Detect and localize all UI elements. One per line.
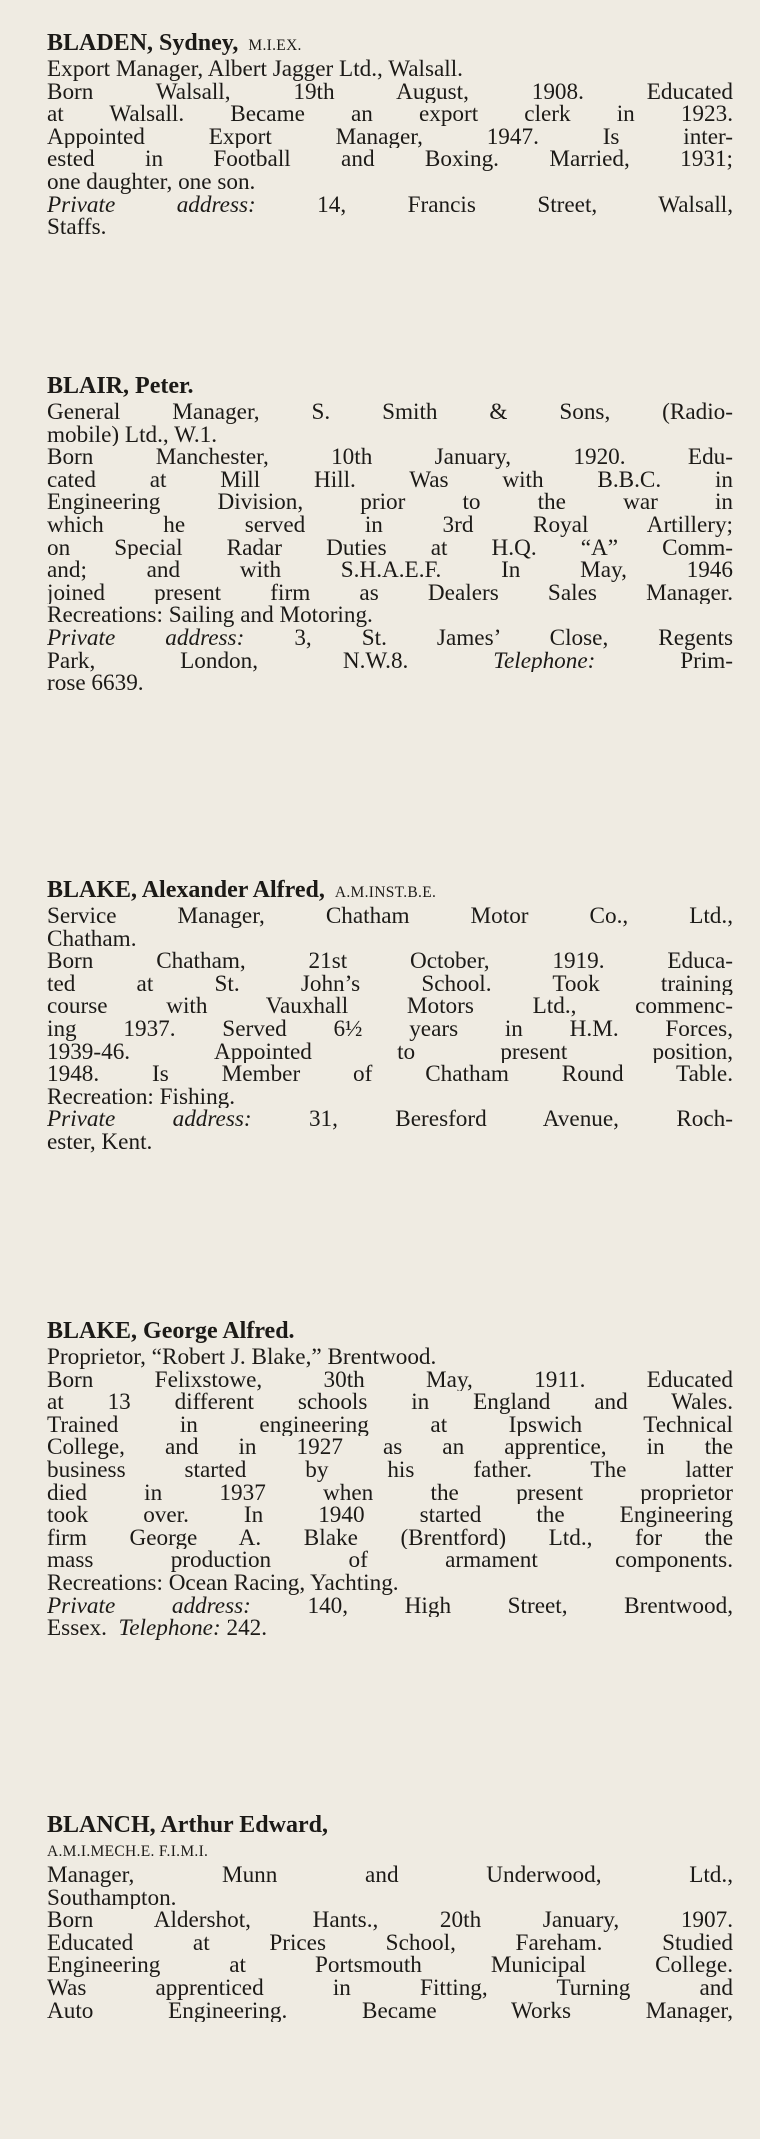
bio-line: business started by his father. The latter xyxy=(47,1458,733,1482)
bio-line: at 13 different schools in England and Wales. xyxy=(47,1391,733,1414)
telephone-text: Prim- xyxy=(595,649,733,673)
entry-heading xyxy=(47,875,733,905)
surname: BLAKE, xyxy=(47,877,138,903)
bio-line: one daughter, one son. xyxy=(47,170,256,194)
bio-line: Born Felixstowe, 30th May, 1911. Educated xyxy=(47,1368,733,1392)
entry-blake-alexander xyxy=(47,875,733,1154)
bio-line: Born Chatham, 21st October, 1919. Educa- xyxy=(47,950,733,973)
given-names: Alexander Alfred, xyxy=(141,877,325,903)
bio-line: 1939-46. Appointed to present position, xyxy=(47,1040,733,1064)
bio-line: Auto Engineering. Became Works Manager, xyxy=(47,1999,733,2023)
bio-line: course with Vauxhall Motors Ltd., commenc- xyxy=(47,995,733,1018)
bio-line: Recreations: Sailing and Motoring. xyxy=(47,604,373,627)
entry-blair xyxy=(47,371,733,695)
position-line: Proprietor, “Robert J. Blake,” Brentwood. xyxy=(47,1346,437,1369)
bio-line: Born Aldershot, Hants., 20th January, 1907. xyxy=(47,1909,733,1932)
bio-line: Appointed Export Manager, 1947. Is inter- xyxy=(47,125,733,149)
address-text: Essex. xyxy=(47,1617,107,1640)
entry-heading xyxy=(47,28,733,58)
address-line: rose 6639. xyxy=(47,672,144,695)
telephone-label: Telephone: xyxy=(118,1617,221,1640)
given-names: Arthur Edward, xyxy=(160,1812,328,1838)
telephone-label: Telephone: xyxy=(493,649,596,673)
address-line: ester, Kent. xyxy=(47,1130,153,1154)
address-label: Private address: xyxy=(47,626,245,650)
surname: BLANCH, xyxy=(47,1812,156,1838)
bio-line: Recreation: Fishing. xyxy=(47,1085,236,1109)
entry-blake-george xyxy=(47,1316,733,1640)
address-line xyxy=(47,194,733,217)
bio-line: ted at St. John’s School. Took training xyxy=(47,972,733,996)
qualifications: M.I.EX. xyxy=(248,37,302,54)
entry-heading xyxy=(47,1316,733,1346)
position-line: Service Manager, Chatham Motor Co., Ltd., xyxy=(47,905,733,928)
bio-line: and; and with S.H.A.E.F. In May, 1946 xyxy=(47,559,733,582)
bio-line: which he served in 3rd Royal Artillery; xyxy=(47,513,733,537)
bio-line: Recreations: Ocean Racing, Yachting. xyxy=(47,1571,399,1595)
position-line: mobile) Ltd., W.1. xyxy=(47,423,218,447)
address-line xyxy=(47,1108,733,1131)
bio-line: ested in Football and Boxing. Married, 1931; xyxy=(47,148,733,171)
bio-line: at Walsall. Became an export clerk in 1923. xyxy=(47,103,733,126)
given-names: George Alfred. xyxy=(143,1318,295,1344)
telephone-text: 242. xyxy=(220,1617,268,1640)
bio-line: firm George A. Blake (Brentford) Ltd., for the xyxy=(47,1526,733,1550)
bio-line: died in 1937 when the present proprietor xyxy=(47,1481,733,1505)
surname: BLADEN, xyxy=(47,30,154,56)
bio-line: took over. In 1940 started the Engineering xyxy=(47,1504,733,1527)
entry-heading xyxy=(47,1810,733,1840)
address-label: Private address: xyxy=(47,193,256,217)
qualifications: A.M.INST.B.E. xyxy=(334,884,437,901)
bio-line: cated at Mill Hill. Was with B.B.C. in xyxy=(47,468,733,492)
address-label: Private address: xyxy=(47,1594,251,1618)
surname: BLAKE, xyxy=(47,1318,138,1344)
address-line xyxy=(47,650,733,673)
bio-line: College, and in 1927 as an apprentice, in the xyxy=(47,1436,733,1459)
bio-line: ing 1937. Served 6½ years in H.M. Forces, xyxy=(47,1017,733,1041)
surname: BLAIR, xyxy=(47,373,130,399)
bio-line: Educated at Prices School, Fareham. Studied xyxy=(47,1931,733,1955)
bio-line: Engineering at Portsmouth Municipal College. xyxy=(47,1954,733,1977)
position-line: General Manager, S. Smith & Sons, (Radio- xyxy=(47,401,733,424)
bio-line: Engineering Division, prior to the war in xyxy=(47,491,733,514)
position-line: Chatham. xyxy=(47,927,137,951)
bio-line: joined present firm as Dealers Sales Manager. xyxy=(47,581,733,605)
address-text: Park, London, N.W.8. xyxy=(47,649,409,673)
address-line: Staffs. xyxy=(47,216,107,239)
bio-line: Born Walsall, 19th August, 1908. Educated xyxy=(47,80,733,104)
qualifications: A.M.I.MECH.E. F.I.M.I. xyxy=(47,1843,209,1860)
entry-heading xyxy=(47,371,733,401)
entry-blanch xyxy=(47,1810,733,2022)
address-line xyxy=(47,1617,733,1640)
given-names: Sydney, xyxy=(159,30,239,56)
bio-line: Was apprenticed in Fitting, Turning and xyxy=(47,1976,733,2000)
bio-line: mass production of armament components. xyxy=(47,1549,733,1572)
address-text: 140, High Street, Brentwood, xyxy=(250,1594,733,1618)
bio-line: Born Manchester, 10th January, 1920. Edu- xyxy=(47,446,733,469)
address-label: Private address: xyxy=(47,1108,252,1131)
address-text: 31, Beresford Avenue, Roch- xyxy=(251,1108,733,1131)
given-names: Peter. xyxy=(135,373,194,399)
position-line: Export Manager, Albert Jagger Ltd., Walsall. xyxy=(47,58,463,81)
address-text: 3, St. James’ Close, Regents xyxy=(244,626,733,650)
address-text: 14, Francis Street, Walsall, xyxy=(255,193,733,217)
position-line: Manager, Munn and Underwood, Ltd., xyxy=(47,1864,733,1887)
address-line xyxy=(47,627,733,650)
bio-line: on Special Radar Duties at H.Q. “A” Comm- xyxy=(47,536,733,560)
position-line: Southampton. xyxy=(47,1886,177,1910)
entry-bladen xyxy=(47,28,733,239)
bio-line: Trained in engineering at Ipswich Technical xyxy=(47,1413,733,1437)
bio-line: 1948. Is Member of Chatham Round Table. xyxy=(47,1063,733,1086)
address-line xyxy=(47,1595,733,1618)
